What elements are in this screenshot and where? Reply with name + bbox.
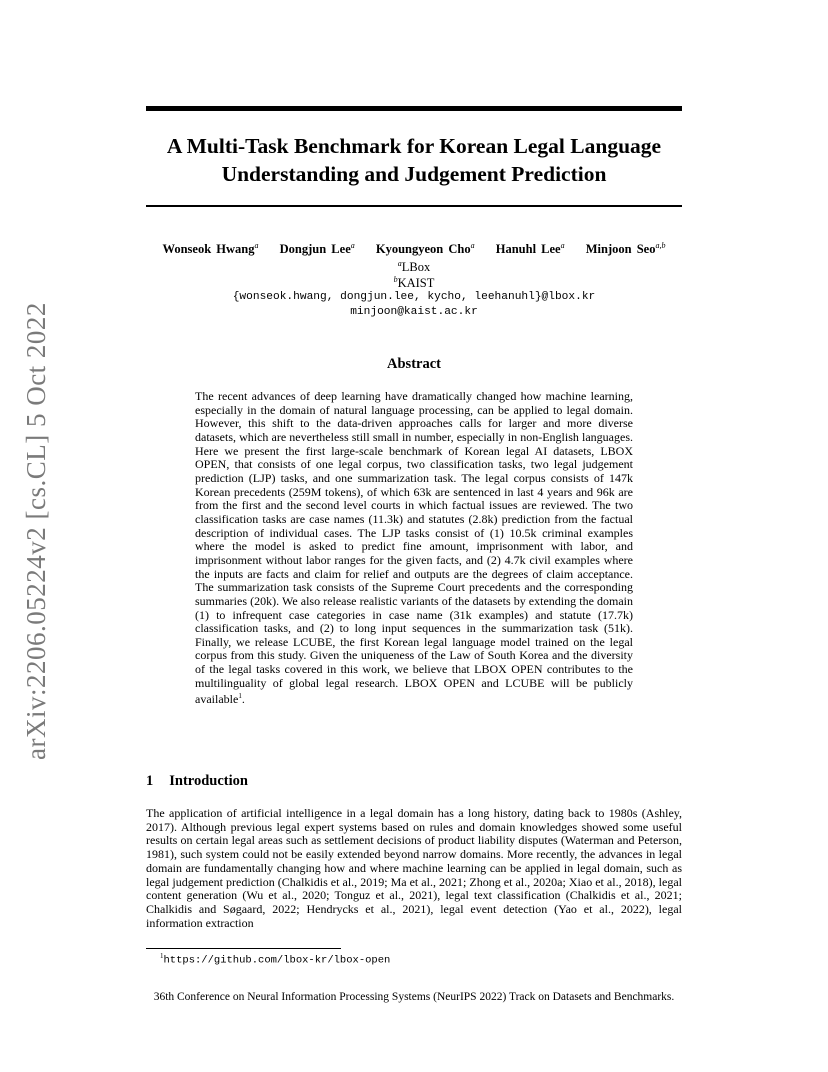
title-bottom-rule bbox=[146, 205, 682, 207]
paper-title bbox=[100, 132, 728, 188]
footnote-url[interactable]: https://github.com/lbox-kr/lbox-open bbox=[163, 954, 391, 967]
author: Kyoungyeon Cho$^a$ bbox=[375, 241, 475, 257]
title-line-1: A Multi-Task Benchmark for Korean Legal Language bbox=[166, 134, 662, 158]
footnote: $^1$https://github.com/lbox-kr/lbox-open bbox=[160, 952, 391, 967]
affiliation-lbox: $^a$LBox bbox=[397, 259, 431, 275]
author: Minjoon Seo$^{a,b}$ bbox=[585, 241, 666, 257]
author: Dongjun Lee$^a$ bbox=[279, 241, 355, 257]
author-list bbox=[130, 241, 698, 257]
conference-footer: 36th Conference on Neural Information Processing Systems (NeurIPS 2022) Track on Datasets and Benchmarks. bbox=[153, 991, 675, 1003]
author: Wonseok Hwang$^a$ bbox=[162, 241, 259, 257]
abstract-body: The recent advances of deep learning have dramatically changed how machine learning, especially in the domain of natural language processing, can be applied to legal domain. However, this shift to the data-driven approaches calls for larger and more diverse datasets, which are nevertheless still small in number, especially in non-English languages. Here we present the first large-scale benchmark of Korean legal AI datasets, LBOX OPEN, that consists of one legal corpus, two classification tasks, two legal judgement prediction (LJP) tasks, and one summarization task. The legal corpus consists of 147k Korean precedents (259M tokens), of which 63k are sentenced in last 4 years and 96k are from the first and the second level courts in which factual issues are reviewed. The two classification tasks are case names (11.3k) and statutes (2.8k) prediction from the factual description of individual cases. The LJP tasks consist of (1) 10.5k criminal examples where the model is asked to predict fine amount, imprisonment with labor, and imprisonment without labor ranges for the given facts, and (2) 4.7k civil examples where the inputs are facts and claim for relief and outputs are the degrees of claim acceptance. The summarization task consists of the Supreme Court precedents and the corresponding summaries (20k). We also release realistic variants of the datasets by extending the domain (1) to infrequent case categories in case name (31k examples) and statute (17.7k) classification tasks, and (2) to long input sequences in the summarization task (51k). Finally, we release LCUBE, the first Korean legal language model trained on the legal corpus from this study. Given the uniqueness of the Law of South Korea and the diversity of the legal tasks covered in this work, we believe that LBOX OPEN contributes to the multilinguality of global legal research. LBOX OPEN and LCUBE will be publicly available$^1$. bbox=[195, 389, 633, 707]
author-email-kaist: minjoon@kaist.ac.kr bbox=[350, 306, 478, 318]
section-heading-introduction: 1 Introduction bbox=[146, 773, 248, 789]
arxiv-identifier: arXiv:2206.05224v2 [cs.CL] 5 Oct 2022 bbox=[21, 302, 51, 760]
title-line-2: Understanding and Judgement Prediction bbox=[221, 162, 607, 186]
title-top-rule bbox=[146, 106, 682, 111]
introduction-paragraph: The application of artificial intelligence in a legal domain has a long history, dating back to 1980s (Ashley, 2017). Although previous legal expert systems based on rules and domain knowledges showed some useful results on certain legal areas such as settlement decisions of product liability disputes (Waterman and Peterson, 1981), such system could not be easily extended beyond narrow domains. More recently, the advances in legal domain are fundamentally changing how and where machine learning can be applied in legal domain, such as legal judgement prediction (Chalkidis et al., 2019; Ma et al., 2021; Zhong et al., 2020a; Xiao et al., 2018), legal content generation (Wu et al., 2020; Tonguz et al., 2021), legal text classification (Chalkidis et al., 2021; Chalkidis and Søgaard, 2022; Hendrycks et al., 2021), legal event detection (Yao et al., 2022), legal information extraction bbox=[146, 806, 682, 930]
author-email-lbox: {wonseok.hwang, dongjun.lee, kycho, leehanuhl}@lbox.kr bbox=[232, 291, 596, 303]
footnote-rule bbox=[146, 948, 341, 949]
author: Hanuhl Lee$^a$ bbox=[495, 241, 565, 257]
footnote-marker: 1 bbox=[238, 692, 242, 701]
affiliation-kaist: $^b$KAIST bbox=[393, 275, 435, 291]
abstract-heading: Abstract bbox=[387, 356, 441, 372]
